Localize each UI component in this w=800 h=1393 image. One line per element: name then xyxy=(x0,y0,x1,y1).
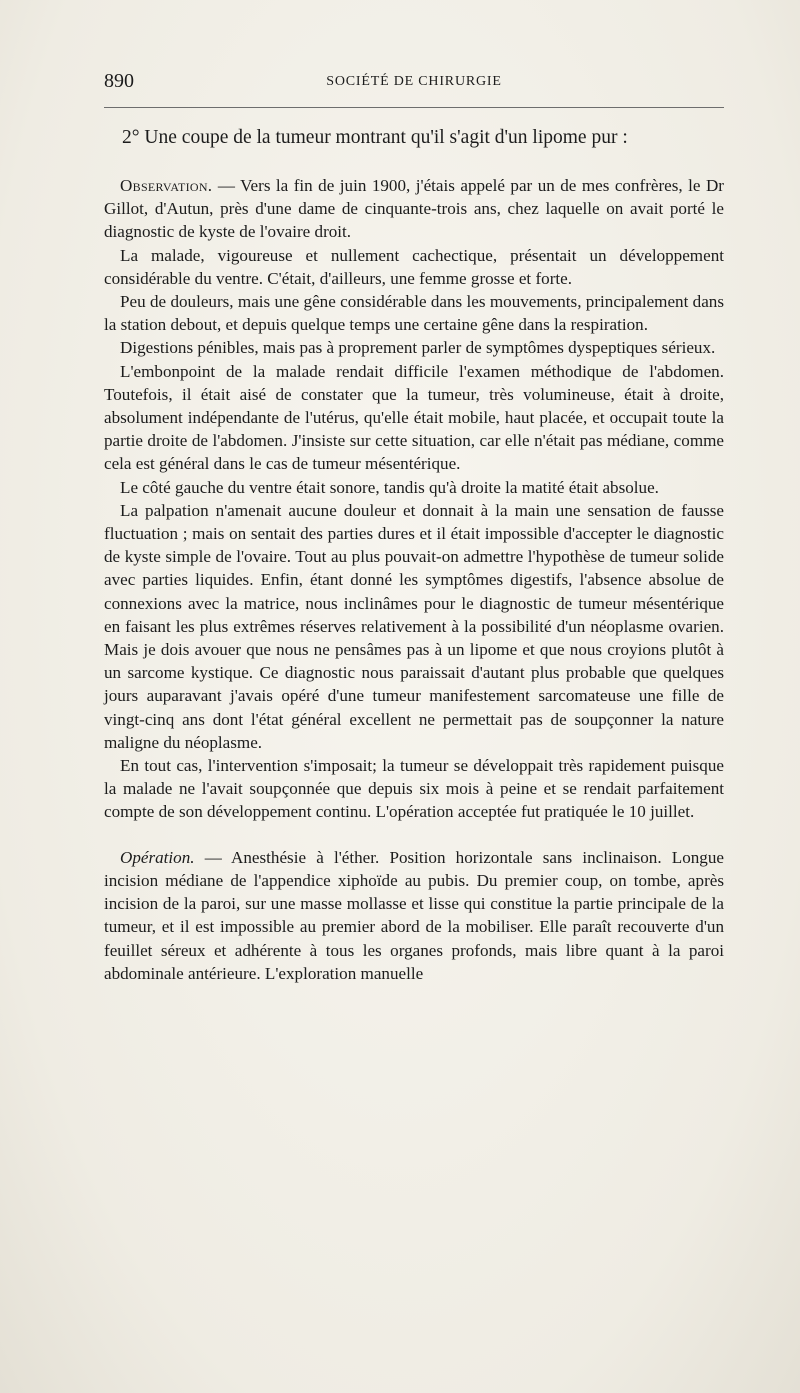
observation-paragraph-3: Peu de douleurs, mais une gêne considérable dans les mouvements, principalement dans la station debout, et depuis quelque temps une certaine gêne dans la respiration. xyxy=(104,292,724,335)
body-text xyxy=(104,124,724,985)
observation-paragraph-1: Observation. — Vers la fin de juin 1900, j'étais appelé par un de mes confrères, le Dr Gillot, d'Autun, près d'une dame de cinquante-trois ans, chez laquelle on avait porté le diagnostic de kyste de l'ovaire droit. xyxy=(104,176,724,242)
operation-label: Opération. xyxy=(120,847,195,867)
observation-paragraph-5: L'embonpoint de la malade rendait difficile l'examen méthodique de l'abdomen. Toutefois, il était aisé de constater que la tumeur, très volumineuse, était à droite, absolument indépendante de l'utérus, qu'elle était mobile, haut placée, et occupait toute la partie droite de l'abdomen. J'insiste sur cette situation, car elle n'était pas médiane, comme cela est général dans le cas de tumeur mésentérique. xyxy=(104,361,724,474)
operation-paragraph: Opération. — Anesthésie à l'éther. Position horizontale sans inclinaison. Longue incision médiane de l'appendice xiphoïde au pubis. Du premier coup, on tombe, après incision de la paroi, sur une masse mollasse et lisse qui constitue la partie principale de la tumeur, et il est impossible au premier abord de la mobiliser. Elle paraît recouverte d'un feuillet séreux et adhérente à tous les organes profonds, mais libre quant à la paroi abdominale antérieure. L'exploration manuelle xyxy=(104,847,724,983)
page-header xyxy=(104,70,724,98)
observation-paragraph-2: La malade, vigoureuse et nullement cachectique, présentait un développement considérable du ventre. C'était, d'ailleurs, une femme grosse et forte. xyxy=(104,245,724,288)
running-title: SOCIÉTÉ DE CHIRURGIE xyxy=(326,74,502,89)
observation-paragraph-6: Le côté gauche du ventre était sonore, tandis qu'à droite la matité était absolue. xyxy=(120,477,659,497)
section-gap xyxy=(104,824,724,846)
observation-paragraph-7: La palpation n'amenait aucune douleur et donnait à la main une sensation de fausse fluctuation ; mais on sentait des parties dures et il était impossible d'accepter le diagnostic de kyste simple de l'ovaire. Tout au plus pouvait-on admettre l'hypothèse de tumeur solide avec parties liquides. Enfin, étant donné les symptômes digestifs, l'absence absolue de connexions avec la matrice, nous inclinâmes pour le diagnostic de tumeur mésentérique en faisant les plus extrêmes réserves relativement à la possibilité d'un néoplasme ovarien. Mais je dois avouer que nous ne pensâmes pas à un lipome et que nous croyions plutôt à un sarcome kystique. Ce diagnostic nous paraissait d'autant plus probable que quelques jours auparavant j'avais opéré d'une tumeur manifestement sarcomateuse une fille de vingt-cinq ans dont l'état général excellent ne permettait pas de soupçonner la nature maligne du néoplasme. xyxy=(104,500,724,752)
observation-paragraph-8: En tout cas, l'intervention s'imposait; la tumeur se développait très rapidement puisque la malade ne l'avait soupçonnée que depuis six mois à peine et se rendait parfaitement compte de son développement continu. L'opération acceptée fut pratiquée le 10 juillet. xyxy=(104,756,724,822)
observation-label: Observation. xyxy=(120,176,213,195)
page-number: 890 xyxy=(104,70,134,92)
header-rule xyxy=(104,107,724,108)
observation-paragraph-4: Digestions pénibles, mais pas à proprement parler de symptômes dyspeptiques sérieux. xyxy=(120,338,716,358)
intro-paragraph: 2° Une coupe de la tumeur montrant qu'il s'agit d'un lipome pur : xyxy=(122,127,628,148)
